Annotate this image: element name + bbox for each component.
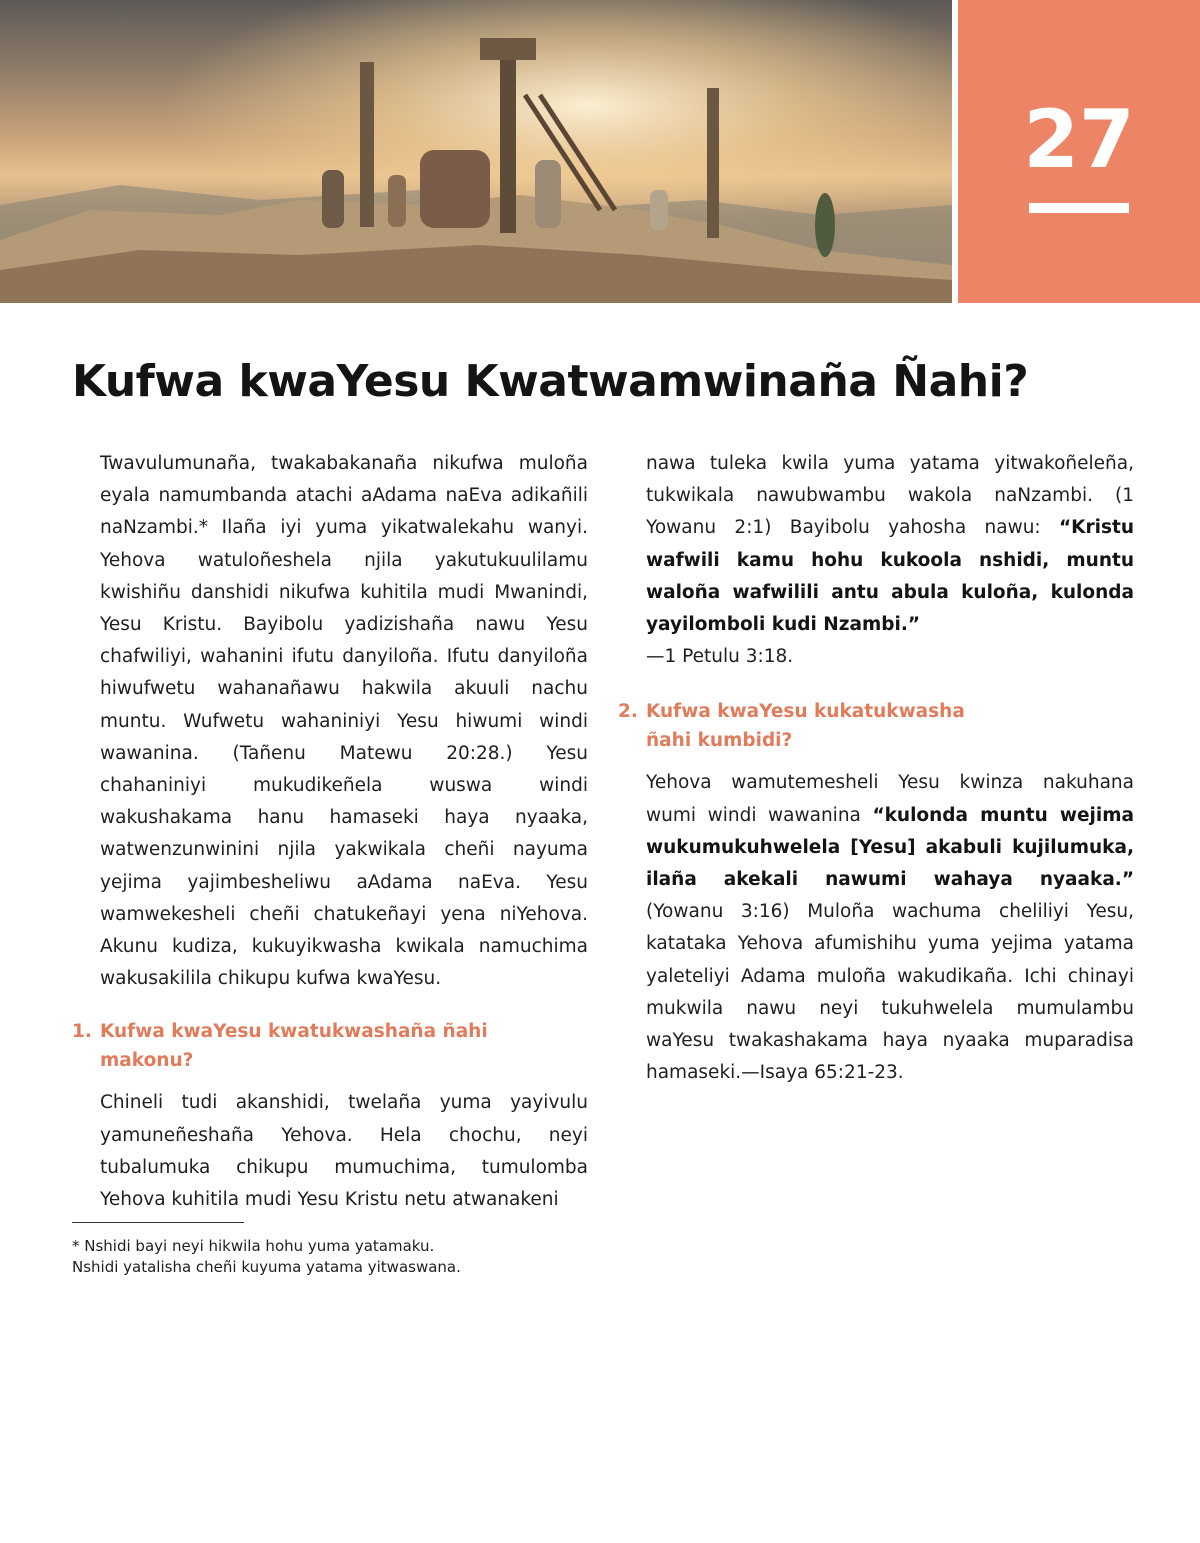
lesson-number-underline [1029,203,1129,213]
section-2-quote: “kulonda muntu wejima wukumukuhwelela [Yesu] akabuli kujilumuka, ilaña akekali nawumi wahaya nyaaka.” [646,804,1134,891]
section-1-reference: —1 Petulu 3:18. [646,646,794,668]
page-title: Kufwa kwaYesu Kwatwamwinaña Ñahi? [72,356,1029,407]
question-2 [618,697,1134,755]
question-2-number: 2. [618,701,638,723]
footnote-line-2: Nshidi yatalisha cheñi kuyuma yatama yitwaswana. [72,1258,461,1276]
question-1-text: Kufwa kwaYesu kwatukwashaña ñahi makonu? [100,1021,488,1072]
question-1 [72,1017,588,1075]
question-1-number: 1. [72,1021,92,1043]
footnote-line-1: * Nshidi bayi neyi hikwila hohu yuma yatamaku. [72,1237,435,1255]
question-2-text: Kufwa kwaYesu kukatukwasha ñahi kumbidi? [646,701,965,752]
section-2-paragraph [646,767,1134,1089]
section-1-quote: “Kristu wafwili kamu hohu kukoola nshidi, muntu waloña wafwilili antu abula kuloña, kulonda yayilomboli kudi Nzambi.” [646,517,1134,636]
lesson-number: 27 [1023,93,1135,186]
right-column-content [618,448,1134,1089]
footnote [72,1236,592,1278]
lesson-number-box [958,0,1200,303]
section-1-continuation [646,448,1134,673]
left-column [72,448,588,1216]
crucifixion-scene-illustration [0,0,952,303]
footnote-divider [72,1222,244,1223]
section-1-paragraph-part1: Chineli tudi akanshidi, twelaña yuma yayivulu yamuneñeshaña Yehova. Hela chochu, neyi tubalumuka chikupu mumuchima, tumulomba Yehova kuhitila mudi Yesu Kristu netu atwanakeni [100,1092,588,1211]
section-2-text-after: (Yowanu 3:16) Muloña wachuma cheliliyi Yesu, katataka Yehova afumishihu yuma yejima yatama yaleteliyi Adama muloña wakudikaña. Ichi chinayi mukwila nawu neyi tukuhwelela mumulambu waYesu twakashakama haya nyaaka muparadisa hamaseki.—Isaya 65:21-23. [646,901,1134,1084]
intro-paragraph: Twavulumunaña, twakabakanaña nikufwa muloña eyala namumbanda atachi aAdama naEva adikañili naNzambi.* Ilaña iyi yuma yikatwalekahu wanyi. Yehova watuloñeshela njila yakutukuulilamu kwishiñu danshidi nikufwa kuhitila mudi Mwanindi, Yesu Kristu. Bayibolu yadizishaña nawu Yesu chafwiliyi, wahanini ifutu danyiloña. Ifutu danyiloña hiwufwetu wahanañawu hakwila akuuli nachu muntu. Wufwetu wahaniniyi Yesu hiwumi windi wawanina. (Tañenu Matewu 20:28.) Yesu chahaniniyi mukudikeñela wuswa windi wakushakama hanu hamaseki haya nyaaka, watwenzunwinini njila yakwikala cheñi nayuma yejima yajimbesheliwu aAdama naEva. Yesu wamwekesheli cheñi chatukeñayi yena niYehova. Akunu kudiza, kukuyikwasha kwikala namuchima wakusakilila chikupu kufwa kwaYesu. [100,453,588,990]
section-1-text-tail: nawa tuleka kwila yuma yatama yitwakoñeleña, tukwikala nawubwambu wakola naNzambi. (1 Yowanu 2:1) Bayibolu yahosha nawu: [646,453,1134,539]
section-2-text-before: Yehova wamutemesheli Yesu kwinza nakuhana wumi windi wawanina [646,772,1134,826]
hero-illustration [0,0,952,303]
